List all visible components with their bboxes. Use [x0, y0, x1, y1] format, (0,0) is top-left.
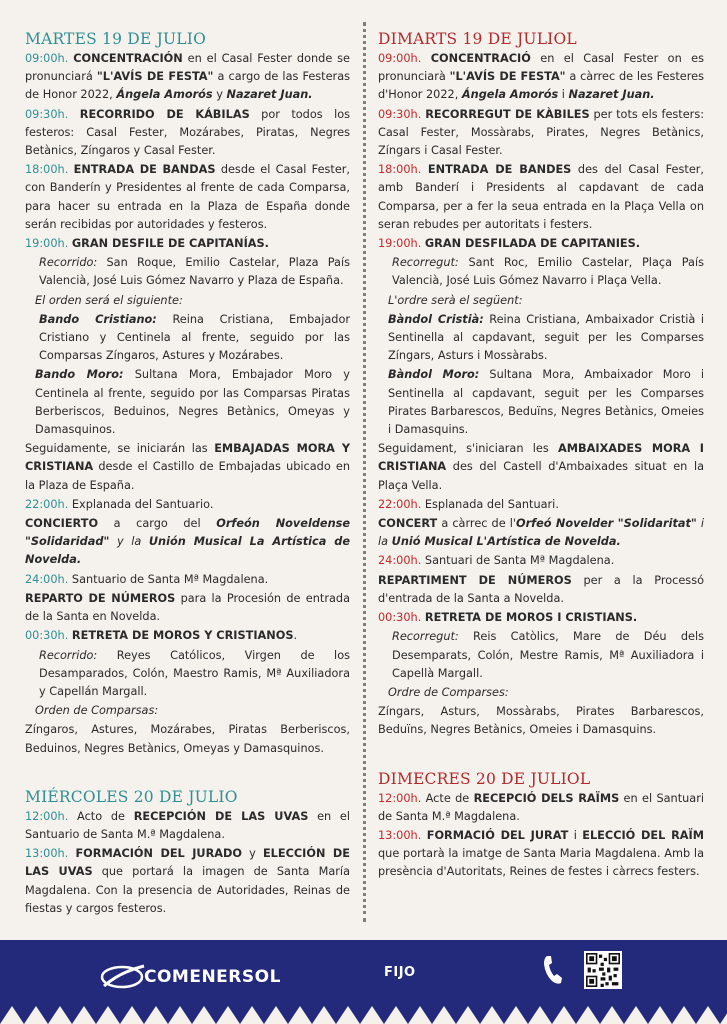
event-time: 19:00h.	[378, 237, 422, 251]
event-concert: CONCERT a càrrec de l'Orfeó Novelder "Solidaritat" i la Unió Musical L'Artística de Novelda.	[378, 517, 704, 549]
day-title: MARTES 19 DE JULIO	[25, 30, 206, 48]
event-recorregut-kabiles: 09:30h. RECORREGUT DE KÀBILES per tots els festers: Casal Fester, Mossàrabs, Pirates, Negres Betànics, Zíngars i Casal Fester.	[378, 107, 705, 158]
comenersol-logo	[100, 960, 330, 994]
event-time: 09:30h.	[378, 107, 422, 121]
event-route: Recorrido: Reyes Católicos, Virgen de los Desamparados, Colón, Maestro Ramis, Mª Auxiliadora y Capellán Margall.	[39, 648, 350, 698]
event-entrada-bandas: 18:00h. ENTRADA DE BANDAS desde el Casal Fester, con Banderín y Presidentes al frente de cada Comparsa, para hacer su entrada en la Plaza de España donde serán recibidas por autoridades y festeros.	[25, 163, 351, 231]
event-gran-desfilada: 19:00h. GRAN DESFILADA DE CAPITANIES.	[378, 237, 641, 251]
zigzag-border	[0, 1002, 727, 1024]
event-recepcion-uvas: 12:00h. Acto de RECEPCIÓN DE LAS UVAS en el Santuario de Santa M.ª Magdalena.	[25, 809, 350, 841]
event-time: 24:00h.	[25, 572, 69, 586]
event-recorrido-kabilas: 09:30h. RECORRIDO DE KÁBILAS por todos los festeros: Casal Fester, Mozárabes, Piratas, Negres Betànics, Zíngaros y Casal Fester.	[25, 107, 351, 158]
event-santuari: 24:00h. Santuari de Santa Mª Magdalena.	[378, 554, 615, 568]
day-title: DIMECRES 20 DE JULIOL	[378, 769, 591, 788]
event-bando-cristiano: Bando Cristiano: Reina Cristiana, Embajador Cristiano y Centinela al frente, seguido por las Comparsas Zíngaros, Astures y Mozárabes.	[39, 312, 351, 363]
event-time: 22:00h.	[25, 497, 69, 511]
event-comparsas-list: Zíngaros, Astures, Mozárabes, Piratas Berberiscos, Beduinos, Negres Betànics, Omeyas y Damasquinos.	[25, 723, 350, 755]
event-time: 18:00h.	[378, 163, 422, 177]
event-route: Recorregut: Reis Catòlics, Mare de Déu dels Desemparats, Colón, Mestre Ramis, Mª Auxiliadora i Capellà Margall.	[392, 630, 704, 680]
event-time: 18:00h.	[25, 163, 69, 177]
event-comparses-list: Zíngars, Asturs, Mossàrabs, Pirates Barbarescos, Beduïns, Negres Betànics, Omeies i Damasquins.	[378, 705, 704, 737]
event-route: Recorregut: Sant Roc, Emilio Castelar, Plaça País Valencià, José Luis Gómez Navarro i Plaça Vella.	[392, 256, 704, 288]
event-recepcio-raims: 12:00h. Acte de RECEPCIÓ DELS RAÏMS en el Santuari de Santa M.ª Magdalena.	[378, 791, 704, 823]
event-reparto: REPARTO DE NÚMEROS para la Procesión de entrada de la Santa en Novelda.	[25, 591, 350, 624]
event-order-heading: Orden de Comparsas:	[35, 704, 159, 718]
event-concierto: CONCIERTO a cargo del Orfeón Noveldense "Solidaridad" y la Unión Musical La Artística de Novelda.	[25, 517, 350, 567]
day-title: DIMARTS 19 DE JULIOL	[378, 30, 577, 48]
event-gran-desfile: 19:00h. GRAN DESFILE DE CAPITANÍAS.	[25, 237, 269, 251]
fijo-label: FIJO	[384, 965, 416, 980]
event-time: 13:00h.	[25, 847, 69, 861]
event-order-heading: L'ordre serà el següent:	[388, 293, 523, 307]
event-bandol-cristia: Bàndol Cristià: Reina Cristiana, Ambaixador Cristià i Sentinella al capdavant, seguit per les Comparses Zíngars, Asturs i Mossàrabs.	[388, 312, 704, 363]
event-time: 09:00h.	[378, 52, 422, 65]
event-concentracio: 09:00h. CONCENTRACIÓ en el Casal Fester on es pronunciarà "L'AVÍS DE FESTA" a càrrec de les Festeres d'Honor 2022, Ángela Amorós i Nazaret Juan.	[378, 52, 704, 102]
event-concentracion: 09:00h. CONCENTRACIÓN en el Casal Fester donde se pronunciará "L'AVÍS DE FESTA" a cargo de las Festeras de Honor 2022, Ángela Amorós y Nazaret Juan.	[25, 52, 351, 102]
event-formacion-jurado: 13:00h. FORMACIÓN DEL JURADO y ELECCIÓN DE LAS UVAS que portará la imagen de Santa María Magdalena. Con la presencia de Autoridades, Reinas de fiestas y cargos festeros.	[25, 847, 350, 915]
event-embajadas: Seguidamente, se iniciarán las EMBAJADAS MORA Y CRISTIANA desde el Castillo de Embajadas ubicado en la Plaza de España.	[25, 442, 350, 492]
event-time: 22:00h.	[378, 497, 422, 511]
sponsor-footer	[0, 940, 727, 1024]
event-time: 12:00h.	[378, 791, 422, 805]
event-time: 09:00h.	[25, 52, 69, 65]
event-time: 00:30h.	[378, 611, 422, 625]
spanish-column	[25, 30, 350, 919]
event-bando-moro: Bando Moro: Sultana Mora, Embajador Moro y Centinela al frente, seguido por las Comparsas Piratas Berberiscos, Beduinos, Negres Betànics, Omeyas y Damasquinos.	[35, 368, 350, 437]
event-time: 24:00h.	[378, 554, 422, 568]
event-retreta: 00:30h. RETRETA DE MOROS I CRISTIANS.	[378, 611, 638, 625]
phone-icon	[540, 954, 564, 986]
brand-name: COMENERSOL	[144, 967, 281, 987]
event-repartiment: REPARTIMENT DE NÚMEROS per a la Processó d'entrada de la Santa a Novelda.	[378, 573, 704, 605]
event-route: Recorrido: San Roque, Emilio Castelar, Plaza País Valencià, José Luis Gómez Navarro y Plaza de España.	[39, 256, 350, 288]
swoosh-icon	[100, 960, 150, 994]
event-retreta: 00:30h. RETRETA DE MOROS Y CRISTIANOS.	[25, 629, 298, 643]
day-title: MIÉRCOLES 20 DE JULIO	[25, 787, 238, 806]
event-bandol-moro: Bàndol Moro: Sultana Mora, Ambaixador Moro i Sentinella al capdavant, seguit per les Comparses Pirates Barbarescos, Beduïns, Negres Betànics, Omeies i Damasquins.	[388, 368, 704, 437]
event-entrada-bandes: 18:00h. ENTRADA DE BANDES des del Casal Fester, amb Banderí i Presidents al capdavant de cada Comparsa, per a fer la seua entrada en la Plaça Vella on seran rebudes per autoritats i festers.	[378, 163, 705, 231]
column-divider	[363, 22, 366, 922]
event-explanada: 22:00h. Explanada del Santuario.	[25, 497, 214, 511]
event-ambaixades: Seguidament, s'iniciaran les AMBAIXADES MORA I CRISTIANA des del Castell d'Ambaixades situat en la Plaça Vella.	[378, 442, 704, 492]
event-santuario: 24:00h. Santuario de Santa Mª Magdalena.	[25, 572, 269, 586]
event-formacio-jurat: 13:00h. FORMACIÓ DEL JURAT i ELECCIÓ DEL RAÏM que portarà la imatge de Santa Maria Magdalena. Amb la presència d'Autoritats, Reines de festes i càrrecs festers.	[378, 828, 704, 879]
event-esplanada: 22:00h. Esplanada del Santuari.	[378, 497, 559, 511]
event-time: 09:30h.	[25, 107, 69, 121]
valencian-column	[378, 30, 704, 883]
event-time: 00:30h.	[25, 629, 69, 643]
event-order-heading: El orden será el siguiente:	[35, 293, 183, 307]
qr-code-icon[interactable]	[584, 951, 622, 989]
event-time: 19:00h.	[25, 237, 69, 251]
event-order-heading: Ordre de Comparses:	[388, 685, 509, 699]
event-time: 12:00h.	[25, 809, 69, 823]
event-time: 13:00h.	[378, 828, 422, 842]
